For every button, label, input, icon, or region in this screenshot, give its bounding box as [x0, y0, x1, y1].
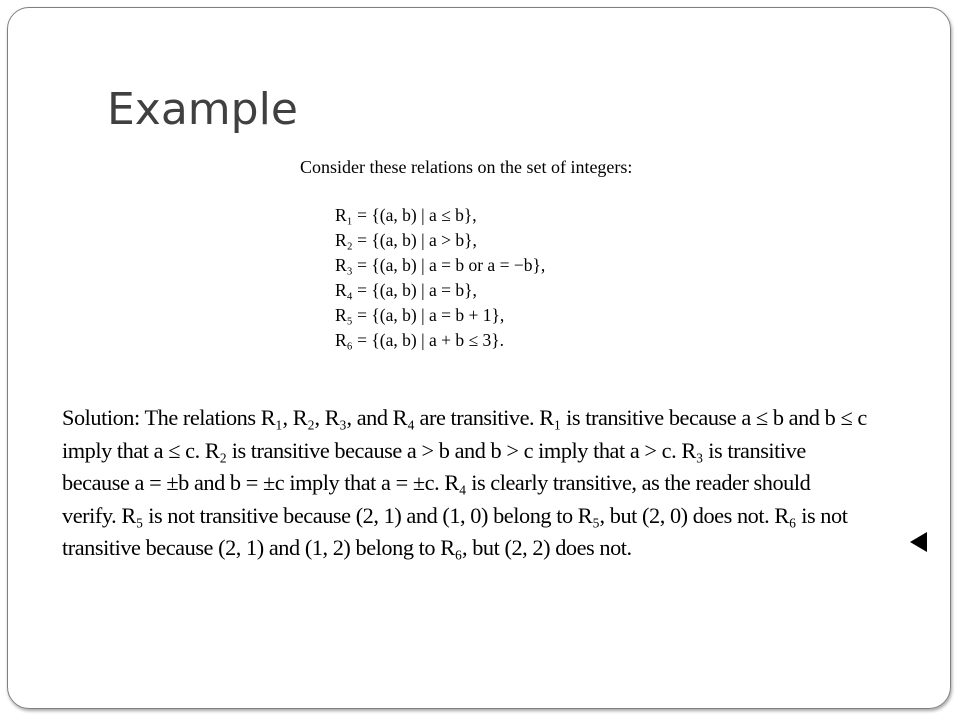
solution-paragraph: [62, 402, 928, 565]
solution-line-4: verify. R₅ is not transitive because (2, 1) and (1, 0) belong to R₅, but (2, 0) does not. R₆ is not: [62, 502, 848, 528]
relation-r1: R₁ = {(a, b) | a ≤ b},: [335, 205, 477, 225]
solution-line-3: because a = ±b and b = ±c imply that a = ±c. R₄ is clearly transitive, as the reader should: [62, 470, 811, 495]
intro-text: Consider these relations on the set of integers:: [300, 157, 633, 177]
relation-r5: R₅ = {(a, b) | a = b + 1},: [335, 305, 505, 325]
relation-r4: R₄ = {(a, b) | a = b},: [335, 280, 477, 300]
solution-line-5: transitive because (2, 1) and (1, 2) belong to R₆, but (2, 2) does not.: [62, 535, 632, 560]
relation-r3: R₃ = {(a, b) | a = b or a = −b},: [335, 255, 546, 275]
slide-title: Example: [107, 84, 298, 135]
relation-list: [335, 203, 545, 353]
end-of-proof-triangle-icon: [910, 532, 927, 552]
relation-r2: R₂ = {(a, b) | a > b},: [335, 230, 477, 250]
relation-r6: R₆ = {(a, b) | a + b ≤ 3}.: [335, 330, 504, 350]
solution-line-1: Solution: The relations R₁, R₂, R₃, and R₄ are transitive. R₁ is transitive because a ≤ b and b ≤ c: [62, 405, 867, 430]
solution-line-2: imply that a ≤ c. R₂ is transitive because a > b and b > c imply that a > c. R₃ is transitive: [62, 437, 806, 463]
